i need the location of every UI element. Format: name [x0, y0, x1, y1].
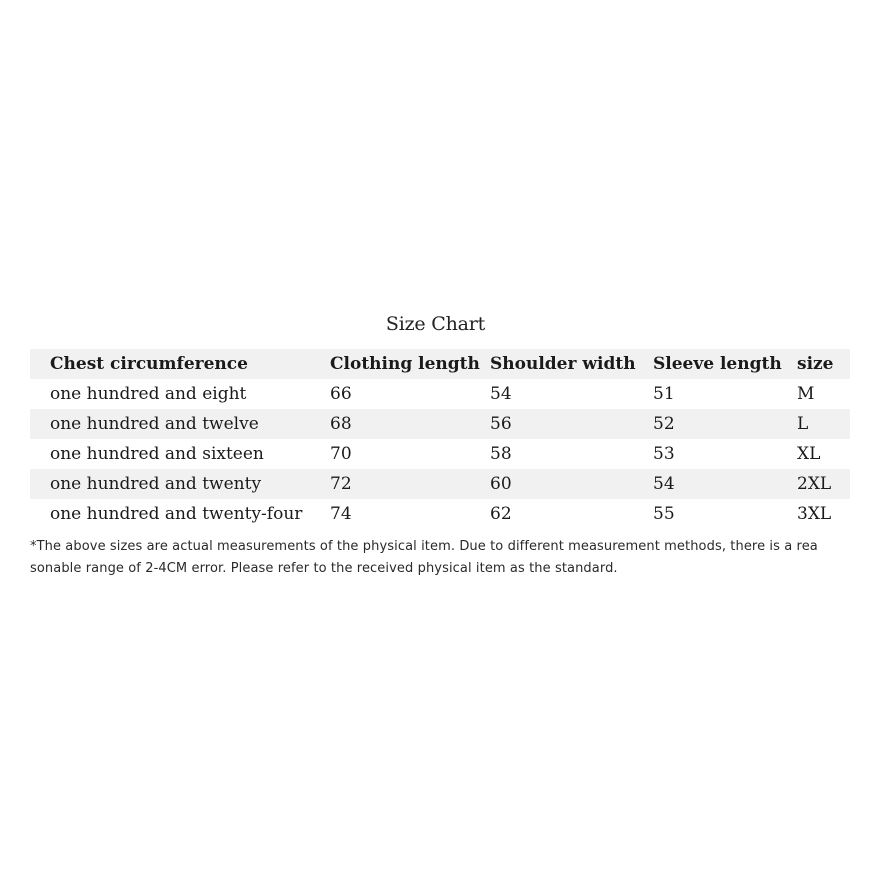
measurement-footnote: [30, 536, 860, 580]
cell-shoulder-width: 62: [490, 504, 512, 524]
cell-size: 3XL: [797, 504, 832, 524]
cell-sleeve-length: 51: [653, 384, 675, 404]
table-row: [30, 379, 850, 409]
footnote-line-1: *The above sizes are actual measurements of the physical item. Due to different measurement methods, there is a rea: [30, 539, 818, 554]
table-row: [30, 439, 850, 469]
cell-shoulder-width: 58: [490, 444, 512, 464]
header-sleeve-length: Sleeve length: [653, 354, 782, 374]
cell-clothing-length: 68: [330, 414, 352, 434]
table-row: [30, 409, 850, 439]
header-chest-circumference: Chest circumference: [50, 354, 248, 374]
header-clothing-length: Clothing length: [330, 354, 480, 374]
size-table: [30, 349, 850, 529]
table-row: [30, 469, 850, 499]
table-header-row: [30, 349, 850, 379]
table-row: [30, 499, 850, 529]
footnote-line-2: sonable range of 2-4CM error. Please refer to the received physical item as the standard.: [30, 561, 618, 576]
cell-chest: one hundred and twenty-four: [50, 504, 303, 524]
cell-clothing-length: 72: [330, 474, 352, 494]
header-size: size: [797, 354, 834, 374]
cell-sleeve-length: 52: [653, 414, 675, 434]
cell-chest: one hundred and twenty: [50, 474, 262, 494]
cell-chest: one hundred and sixteen: [50, 444, 264, 464]
cell-size: XL: [797, 444, 821, 464]
cell-clothing-length: 70: [330, 444, 352, 464]
cell-shoulder-width: 60: [490, 474, 512, 494]
cell-sleeve-length: 53: [653, 444, 675, 464]
cell-shoulder-width: 54: [490, 384, 512, 404]
header-shoulder-width: Shoulder width: [490, 354, 636, 374]
cell-sleeve-length: 54: [653, 474, 675, 494]
cell-size: L: [797, 414, 809, 434]
cell-size: M: [797, 384, 815, 404]
cell-clothing-length: 74: [330, 504, 352, 524]
cell-chest: one hundred and twelve: [50, 414, 259, 434]
cell-clothing-length: 66: [330, 384, 352, 404]
cell-shoulder-width: 56: [490, 414, 512, 434]
chart-title: Size Chart: [385, 313, 486, 335]
cell-size: 2XL: [797, 474, 832, 494]
cell-chest: one hundred and eight: [50, 384, 247, 404]
cell-sleeve-length: 55: [653, 504, 675, 524]
